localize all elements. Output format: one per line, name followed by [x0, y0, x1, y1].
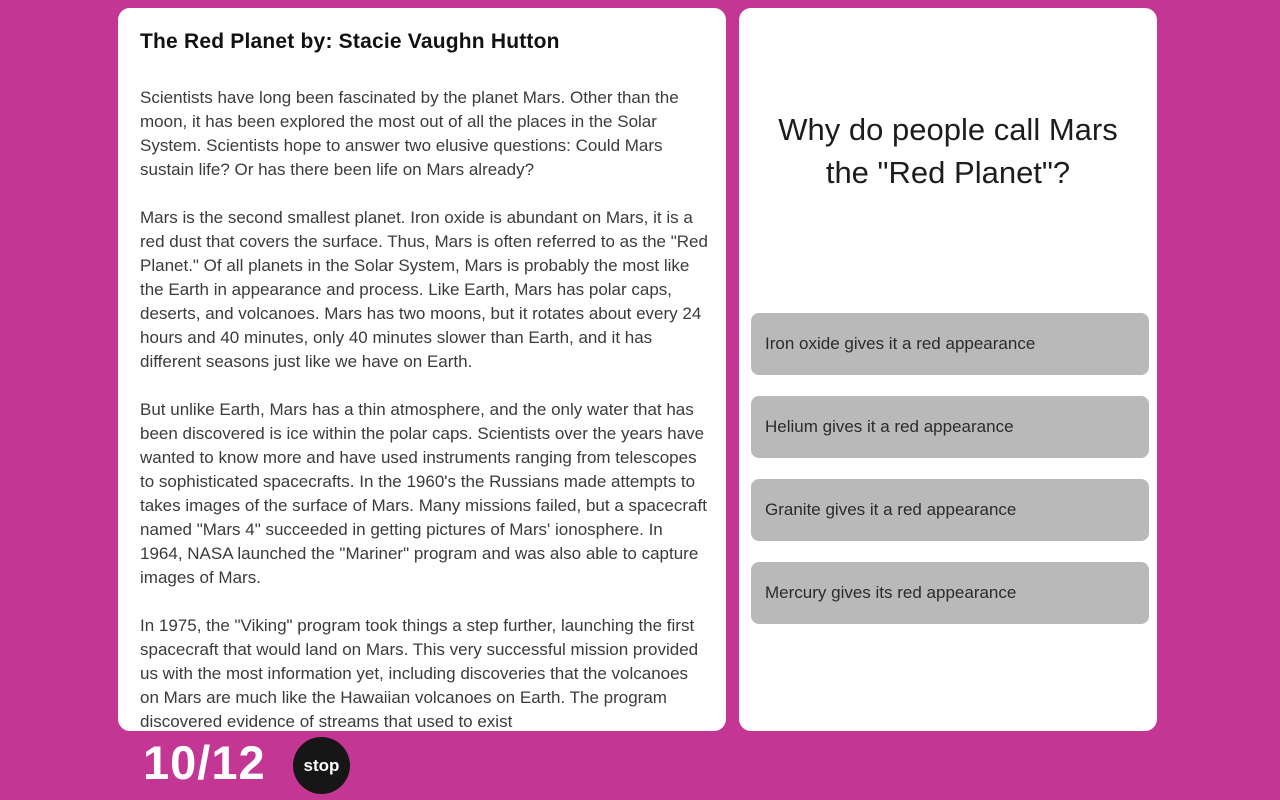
- passage-paragraph: Mars is the second smallest planet. Iron oxide is abundant on Mars, it is a red dust that covers the surface. Thus, Mars is often referred to as the "Red Planet." Of all planets in the Solar System, Mars is probably the most like the Earth in appearance and process. Like Earth, Mars has polar caps, deserts, and volcanoes. Mars has two moons, but it rotates about every 24 hours and 40 minutes, only 40 minutes slower than Earth, and it has different seasons just like we have on Earth.: [140, 208, 708, 371]
- answer-option-mercury[interactable]: Mercury gives its red appearance: [751, 562, 1149, 624]
- answer-option-granite[interactable]: Granite gives it a red appearance: [751, 479, 1149, 541]
- passage-title: The Red Planet by: Stacie Vaughn Hutton: [140, 30, 560, 53]
- progress-counter: 10/12: [143, 736, 266, 789]
- answer-option-iron-oxide[interactable]: Iron oxide gives it a red appearance: [751, 313, 1149, 375]
- passage-paragraph: Scientists have long been fascinated by the planet Mars. Other than the moon, it has been explored the most out of all the places in the Solar System. Scientists hope to answer two elusive questions: Could Mars sustain life? Or has there been life on Mars already?: [140, 88, 679, 179]
- passage-paragraph: In 1975, the "Viking" program took things a step further, launching the first spacecraft that would land on Mars. This very successful mission provided us with the most information yet, including discoveries that the volcanoes on Mars are much like the Hawaiian volcanoes on Earth. The program discovered evidence of streams that used to exist: [140, 616, 699, 731]
- stop-button-label: stop: [303, 755, 340, 775]
- passage-paragraph: But unlike Earth, Mars has a thin atmosphere, and the only water that has been discovered is ice within the polar caps. Scientists over the years have wanted to know more and have used instruments ranging from telescopes to sophisticated spacecrafts. In the 1960's the Russians made attempts to takes images of the surface of Mars. Many missions failed, but a spacecraft named "Mars 4" succeeded in getting pictures of Mars' ionosphere. In 1964, NASA launched the "Mariner" program and was also able to capture images of Mars.: [140, 400, 707, 587]
- question-text: Why do people call Mars the "Red Planet"?: [778, 112, 1118, 190]
- answer-option-helium[interactable]: Helium gives it a red appearance: [751, 396, 1149, 458]
- stop-button[interactable]: [293, 737, 350, 794]
- question-card: [739, 8, 1157, 731]
- answer-list: [751, 313, 1149, 645]
- passage-card[interactable]: [118, 8, 726, 731]
